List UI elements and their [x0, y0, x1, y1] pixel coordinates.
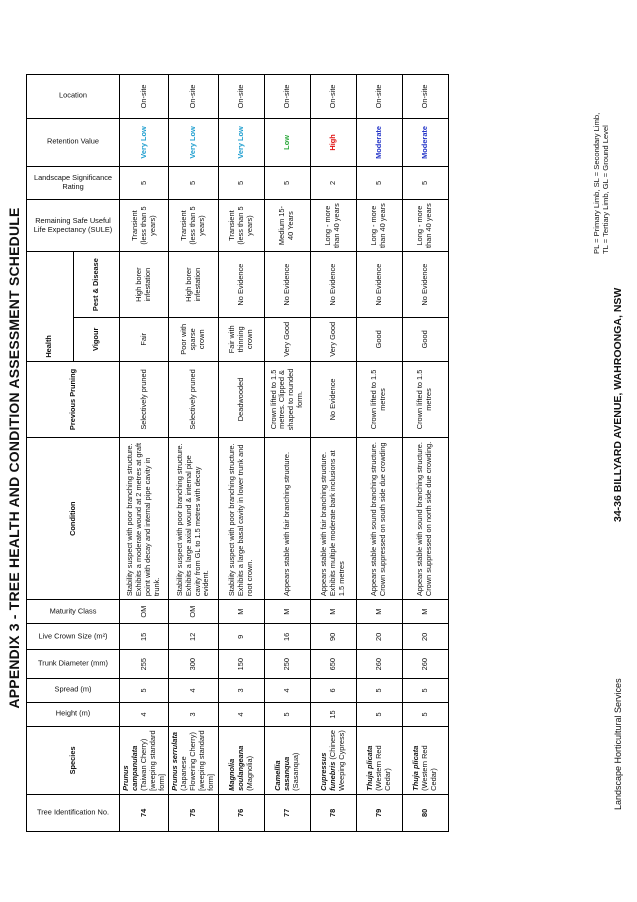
retention-value-cell	[120, 118, 169, 166]
tree-id-cell: 76	[218, 794, 264, 831]
live-crown-cell: 20	[356, 624, 402, 650]
condition-cell: Stability suspect with poor branching structure. Exhibits a large basal cavity in lower trunk and root crown.	[218, 438, 264, 600]
spread-cell: 5	[402, 678, 448, 702]
footer-note-line: TL = Tertiary Limb, GL = Ground Level	[601, 125, 611, 254]
vigour-cell: Fair	[120, 317, 169, 361]
species-common-name: (Western Red Cedar)	[419, 745, 438, 791]
trunk-diameter-cell: 260	[402, 650, 448, 678]
header-species: Species	[27, 727, 120, 795]
species-cell	[218, 727, 264, 795]
page-title: APPENDIX 3 - TREE HEALTH AND CONDITION ASSESSMENT SCHEDULE	[6, 207, 22, 709]
landscape-rating-cell: 5	[218, 166, 264, 199]
tree-id-cell: 78	[310, 794, 356, 831]
condition-cell: Appears stable with fair branching structure. Exhibits multiple moderate bark inclusions at 1.5 metres	[310, 438, 356, 600]
retention-value-cell	[218, 118, 264, 166]
pruning-cell: Deadwooded	[218, 361, 264, 438]
landscape-rating-cell: 5	[264, 166, 310, 199]
header-previous-pruning: Previous Pruning	[27, 361, 120, 438]
maturity-cell: M	[310, 600, 356, 624]
landscape-rating-cell: 5	[356, 166, 402, 199]
header-condition: Condition	[27, 438, 120, 600]
table-row	[264, 75, 310, 832]
table-row	[356, 75, 402, 832]
pest-disease-cell: No Evidence	[264, 252, 310, 318]
live-crown-cell: 20	[402, 624, 448, 650]
maturity-cell: M	[402, 600, 448, 624]
height-cell: 4	[218, 702, 264, 726]
header-retention-value: Retention Value	[27, 118, 120, 166]
location-cell: On-site	[310, 75, 356, 119]
species-common-name: (Sasanqua)	[290, 752, 300, 791]
header-row-top	[27, 75, 74, 832]
live-crown-cell: 9	[218, 624, 264, 650]
pest-disease-cell: No Evidence	[218, 252, 264, 318]
table-row	[402, 75, 448, 832]
pruning-cell: Crown lifted to 1.5 metres	[356, 361, 402, 438]
header-maturity: Maturity Class	[27, 600, 120, 624]
retention-value-label: Very Low	[138, 126, 148, 159]
header-height: Height (m)	[27, 702, 120, 726]
tree-id-cell: 79	[356, 794, 402, 831]
footer-abbreviation-note	[592, 22, 611, 254]
table-row	[310, 75, 356, 832]
trunk-diameter-cell: 150	[218, 650, 264, 678]
live-crown-cell: 90	[310, 624, 356, 650]
species-common-name: (Chinese Weeping Cypress)	[327, 730, 346, 791]
vigour-cell: Good	[356, 317, 402, 361]
species-common-name: (Japanese Flowering Cherry) [weeping standard form]	[179, 730, 215, 791]
header-landscape-rating: Landscape Significance Rating	[27, 166, 120, 199]
pruning-cell: Crown lifted to 1.5 metres. Clipped & shaped to rounded form.	[264, 361, 310, 438]
location-cell: On-site	[120, 75, 169, 119]
trunk-diameter-cell: 250	[264, 650, 310, 678]
header-health: Health	[27, 252, 74, 361]
trunk-diameter-cell: 650	[310, 650, 356, 678]
height-cell: 5	[356, 702, 402, 726]
retention-value-label: Moderate	[419, 126, 429, 159]
retention-value-label: Low	[281, 135, 291, 150]
pest-disease-cell: No Evidence	[310, 252, 356, 318]
species-common-name: (Western Red Cedar)	[373, 745, 392, 791]
footer-note-line: PL = Primary Limb, SL = Secondary Limb,	[592, 112, 601, 254]
tree-id-cell: 75	[169, 794, 218, 831]
landscape-rating-cell: 5	[402, 166, 448, 199]
pest-disease-cell: No Evidence	[402, 252, 448, 318]
trunk-diameter-cell: 260	[356, 650, 402, 678]
species-cell	[169, 727, 218, 795]
live-crown-cell: 16	[264, 624, 310, 650]
species-cell	[402, 727, 448, 795]
sule-cell: Transient (less than 5 years)	[120, 199, 169, 252]
pest-disease-cell: High borer infestation	[120, 252, 169, 318]
trunk-diameter-cell: 255	[120, 650, 169, 678]
species-common-name: (Taiwan Cherry) [weeping standard form]	[138, 730, 166, 791]
location-cell: On-site	[169, 75, 218, 119]
retention-value-label: High	[327, 134, 337, 151]
condition-cell: Appears stable with sound branching structure. Crown suppressed on north side due crowding.	[402, 438, 448, 600]
assessment-table-wrapper	[26, 74, 449, 832]
header-tree-id: Tree Identification No.	[27, 794, 120, 831]
tree-id-cell: 77	[264, 794, 310, 831]
condition-cell: Appears stable with sound branching structure. Crown suppressed on south side due crowding	[356, 438, 402, 600]
vigour-cell: Good	[402, 317, 448, 361]
species-botanical-name: Prunus serrulata	[170, 732, 180, 791]
assessment-table	[26, 74, 449, 832]
condition-cell: Stability suspect with poor branching structure. Exhibits a moderate wound at 2 metres at graft point with decay and internal pipe cavity in trunk.	[120, 438, 169, 600]
species-common-name: (Magnolia)	[244, 755, 254, 791]
pest-disease-cell: High borer infestation	[169, 252, 218, 318]
spread-cell: 4	[169, 678, 218, 702]
retention-value-cell	[310, 118, 356, 166]
vigour-cell: Very Good	[310, 317, 356, 361]
footer-company: Landscape Horticultural Services	[613, 678, 623, 810]
species-botanical-name: Camellia sasanqua	[272, 756, 291, 791]
live-crown-cell: 12	[169, 624, 218, 650]
retention-value-cell	[264, 118, 310, 166]
table-body	[120, 75, 449, 832]
tree-id-cell: 80	[402, 794, 448, 831]
height-cell: 5	[402, 702, 448, 726]
retention-value-cell	[169, 118, 218, 166]
species-botanical-name: Cupressus funebris	[318, 752, 337, 791]
sule-cell: Long - more than 40 years	[402, 199, 448, 252]
retention-value-label: Very Low	[188, 126, 198, 159]
retention-value-label: Moderate	[373, 126, 383, 159]
maturity-cell: M	[218, 600, 264, 624]
location-cell: On-site	[356, 75, 402, 119]
spread-cell: 5	[120, 678, 169, 702]
pruning-cell: Selectively pruned	[169, 361, 218, 438]
pruning-cell: No Evidence	[310, 361, 356, 438]
sule-cell: Medium 15-40 Years	[264, 199, 310, 252]
species-botanical-name: Magnolia soulangeana	[226, 745, 245, 791]
landscape-rating-cell: 5	[169, 166, 218, 199]
landscape-rating-cell: 5	[120, 166, 169, 199]
table-row	[218, 75, 264, 832]
live-crown-cell: 15	[120, 624, 169, 650]
table-row	[169, 75, 218, 832]
location-cell: On-site	[402, 75, 448, 119]
maturity-cell: OM	[169, 600, 218, 624]
pest-disease-cell: No Evidence	[356, 252, 402, 318]
retention-value-cell	[356, 118, 402, 166]
pruning-cell: Crown lifted to 1.5 metres	[402, 361, 448, 438]
maturity-cell: OM	[120, 600, 169, 624]
maturity-cell: M	[356, 600, 402, 624]
species-cell	[356, 727, 402, 795]
header-vigour: Vigour	[73, 317, 120, 361]
condition-cell: Stability suspect with poor branching structure. Exhibits a large axial wound & internal pipe cavity from GL to 1.5 metres with decay evident.	[169, 438, 218, 600]
species-botanical-name: Thuja plicata	[410, 745, 420, 791]
tree-id-cell: 74	[120, 794, 169, 831]
trunk-diameter-cell: 300	[169, 650, 218, 678]
vigour-cell: Poor with sparse crown	[169, 317, 218, 361]
species-botanical-name: Prunus campanulata	[121, 745, 139, 791]
header-spread: Spread (m)	[27, 678, 120, 702]
species-cell	[264, 727, 310, 795]
maturity-cell: M	[264, 600, 310, 624]
spread-cell: 4	[264, 678, 310, 702]
sule-cell: Transient (less than 5 years)	[169, 199, 218, 252]
species-cell	[310, 727, 356, 795]
header-sule: Remaining Safe Useful Life Expectancy (SULE)	[27, 199, 120, 252]
vigour-cell: Very Good	[264, 317, 310, 361]
location-cell: On-site	[264, 75, 310, 119]
footer-address: 34-36 BILLYARD AVENUE, WAHROONGA, NSW	[612, 287, 624, 522]
header-trunk-diameter: Trunk Diameter (mm)	[27, 650, 120, 678]
sule-cell: Long - more than 40 years	[356, 199, 402, 252]
sule-cell: Transient (less than 5 years)	[218, 199, 264, 252]
height-cell: 4	[120, 702, 169, 726]
pruning-cell: Selectively pruned	[120, 361, 169, 438]
retention-value-cell	[402, 118, 448, 166]
header-live-crown: Live Crown Size (m²)	[27, 624, 120, 650]
spread-cell: 3	[218, 678, 264, 702]
spread-cell: 6	[310, 678, 356, 702]
species-botanical-name: Thuja plicata	[364, 745, 374, 791]
height-cell: 15	[310, 702, 356, 726]
spread-cell: 5	[356, 678, 402, 702]
header-pest-disease: Pest & Disease	[73, 252, 120, 318]
sule-cell: Long - more than 40 years	[310, 199, 356, 252]
landscape-rating-cell: 2	[310, 166, 356, 199]
height-cell: 3	[169, 702, 218, 726]
condition-cell: Appears stable with fair branching structure.	[264, 438, 310, 600]
location-cell: On-site	[218, 75, 264, 119]
table-row	[120, 75, 169, 832]
height-cell: 5	[264, 702, 310, 726]
vigour-cell: Fair with thinning crown	[218, 317, 264, 361]
header-location: Location	[27, 75, 120, 119]
species-cell	[120, 727, 169, 795]
retention-value-label: Very Low	[235, 126, 245, 159]
